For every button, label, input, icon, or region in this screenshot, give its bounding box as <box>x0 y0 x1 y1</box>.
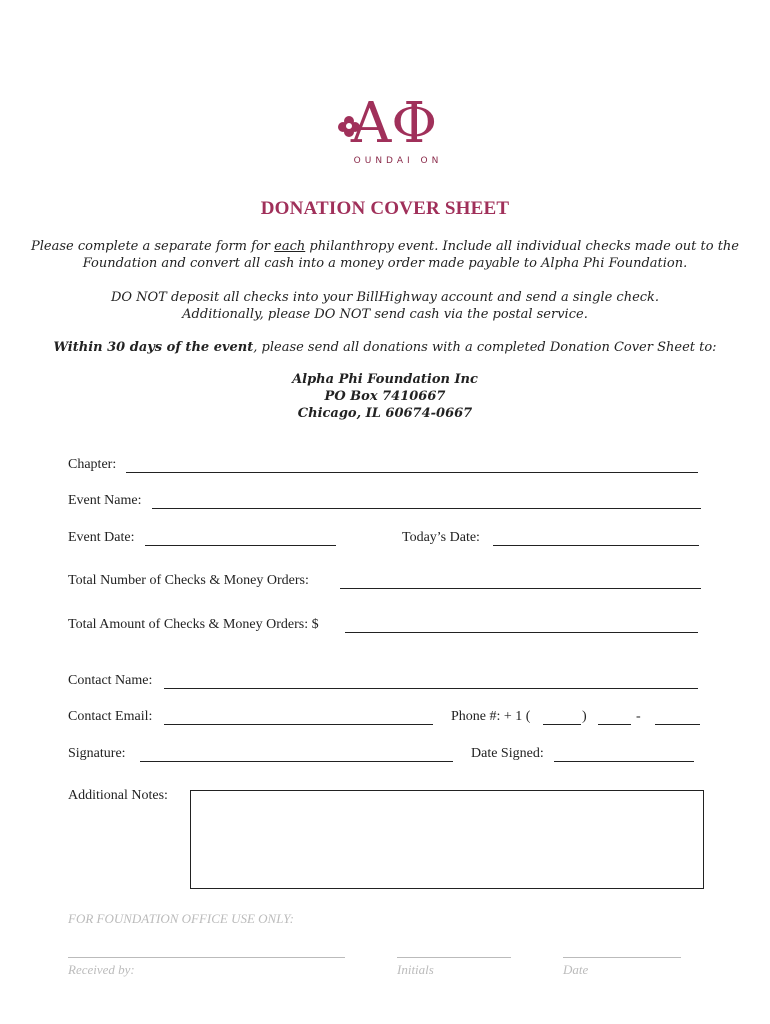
intro-line-2: Foundation and convert all cash into a money order made payable to Alpha Phi Foundation. <box>82 256 688 271</box>
chapter-field[interactable] <box>126 472 698 473</box>
mailing-address <box>0 371 770 422</box>
todays-date-field[interactable] <box>493 545 699 546</box>
event-name-field[interactable] <box>152 508 701 509</box>
todays-date-label: Today’s Date: <box>402 530 480 545</box>
office-date-label: Date <box>563 962 589 977</box>
warning-line-1: DO NOT deposit all checks into your BillHighway account and send a single check. <box>110 290 660 305</box>
logo-tagline: OUNDAI ON <box>353 156 443 166</box>
phone-area-code-field[interactable] <box>543 724 581 725</box>
phone-line-field[interactable] <box>655 724 700 725</box>
total-checks-field[interactable] <box>340 588 701 589</box>
chapter-label: Chapter: <box>68 457 117 472</box>
warning-paragraph <box>0 289 770 323</box>
event-name-label: Event Name: <box>68 493 142 508</box>
intro-paragraph <box>0 238 770 272</box>
address-line-1: Alpha Phi Foundation Inc <box>292 372 478 387</box>
contact-email-label: Contact Email: <box>68 709 153 724</box>
initials-label: Initials <box>397 962 434 977</box>
total-amount-field[interactable] <box>345 632 698 633</box>
contact-name-field[interactable] <box>164 688 698 689</box>
address-line-3: Chicago, IL 60674-0667 <box>297 406 473 421</box>
contact-name-label: Contact Name: <box>68 673 153 688</box>
office-use-heading: FOR FOUNDATION OFFICE USE ONLY: <box>68 911 294 926</box>
deadline-instruction <box>0 339 770 356</box>
deadline-text: , please send all donations with a completed Donation Cover Sheet to: <box>253 340 717 355</box>
contact-email-field[interactable] <box>164 724 433 725</box>
total-checks-label: Total Number of Checks & Money Orders: <box>68 573 309 588</box>
signature-field[interactable] <box>140 761 453 762</box>
intro-line-1 <box>0 238 770 255</box>
date-signed-label: Date Signed: <box>471 746 544 761</box>
deadline-bold: Within 30 days of the event <box>53 340 254 355</box>
logo-monogram: AΦ <box>350 91 438 156</box>
received-by-field[interactable] <box>68 957 345 958</box>
phone-close-paren: ) <box>582 709 587 724</box>
address-line-2: PO Box 7410667 <box>324 389 446 404</box>
additional-notes-label: Additional Notes: <box>68 788 168 803</box>
warning-line-2: Additionally, please DO NOT send cash via the postal service. <box>182 307 588 322</box>
additional-notes-box[interactable] <box>190 790 704 889</box>
phone-dash: - <box>636 709 641 724</box>
intro-emphasis: each <box>274 239 306 254</box>
page-title: DONATION COVER SHEET <box>260 198 510 219</box>
office-date-field[interactable] <box>563 957 681 958</box>
phone-prefix-field[interactable] <box>598 724 631 725</box>
event-date-label: Event Date: <box>68 530 135 545</box>
intro-text: Please complete a separate form for <box>30 239 275 254</box>
intro-text: philanthropy event. Include all individual checks made out to the <box>305 239 740 254</box>
received-by-label: Received by: <box>68 962 135 977</box>
event-date-field[interactable] <box>145 545 336 546</box>
total-amount-label: Total Amount of Checks & Money Orders: $ <box>68 617 319 632</box>
date-signed-field[interactable] <box>554 761 694 762</box>
phone-label: Phone #: + 1 ( <box>451 709 531 724</box>
initials-field[interactable] <box>397 957 511 958</box>
foundation-logo <box>330 91 443 170</box>
signature-label: Signature: <box>68 746 126 761</box>
